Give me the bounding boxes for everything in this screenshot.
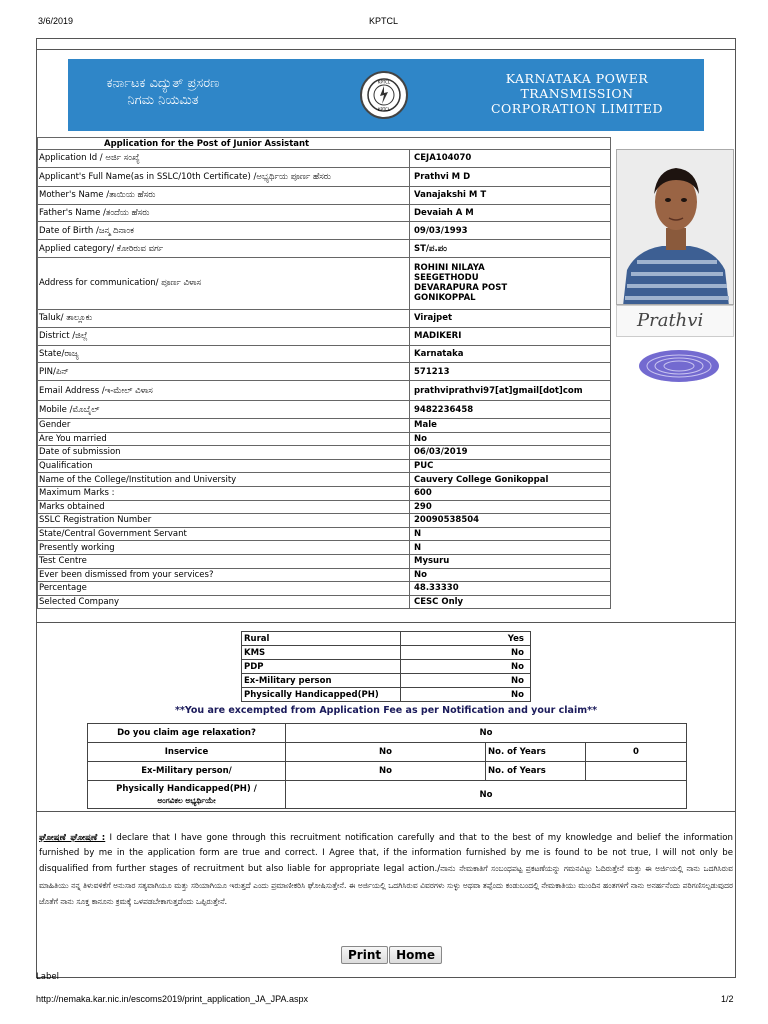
field-value: Vanajakshi M T	[410, 186, 611, 204]
field-label: Mobile /ಮೊಬೈಲ್	[38, 401, 410, 419]
claim-label: Rural	[242, 632, 401, 646]
claim-row	[242, 646, 531, 660]
field-label: Ever been dismissed from your services?	[38, 568, 410, 582]
field-label: Mother's Name /ತಾಯಿಯ ಹೆಸರು	[38, 186, 410, 204]
ph-label: Physically Handicapped(PH) / ಅಂಗವಿಕಲ ಅಭ್ಯರ್ಥಿಯೇ	[88, 781, 286, 809]
field-label: Name of the College/Institution and University	[38, 473, 410, 487]
field-row	[38, 446, 611, 460]
field-label: State/ರಾಜ್ಯ	[38, 345, 410, 363]
field-row	[38, 514, 611, 528]
field-row	[38, 240, 611, 258]
ph-value: No	[286, 781, 687, 809]
ex-military-label: Ex-Military person/	[88, 762, 286, 781]
field-label: Applied category/ ಕೋರಿರುವ ವರ್ಗ	[38, 240, 410, 258]
claim-row	[242, 674, 531, 688]
field-value: N	[410, 541, 611, 555]
field-label: Presently working	[38, 541, 410, 555]
claim-label: Ex-Military person	[242, 674, 401, 688]
field-value: No	[410, 432, 611, 446]
field-label: Father's Name /ತಂದೆಯ ಹೆಸರು	[38, 204, 410, 222]
field-value: CEJA104070	[410, 150, 611, 168]
thumb-impression	[633, 347, 725, 385]
address-line: SEEGETHODU	[414, 273, 479, 284]
field-row	[38, 257, 611, 309]
declaration	[39, 831, 733, 910]
field-label: SSLC Registration Number	[38, 514, 410, 528]
field-value: 20090538504	[410, 514, 611, 528]
svg-text:KPTCL: KPTCL	[377, 79, 391, 85]
field-row	[38, 459, 611, 473]
address-line: ROHINI NILAYA	[414, 263, 485, 274]
field-row	[38, 486, 611, 500]
field-value: MADIKERI	[410, 327, 611, 345]
field-row	[38, 150, 611, 168]
field-label: Maximum Marks :	[38, 486, 410, 500]
address-line: GONIKOPPAL	[414, 293, 476, 304]
field-value: Devaiah A M	[410, 204, 611, 222]
field-value: Cauvery College Gonikoppal	[410, 473, 611, 487]
field-row	[38, 186, 611, 204]
application-frame	[36, 38, 736, 978]
field-label: Applicant's Full Name(as in SSLC/10th Certificate) /ಅಭ್ಯರ್ಥಿಯ ಪೂರ್ಣ ಹೆಸರು	[38, 167, 410, 186]
application-details-table	[37, 137, 611, 609]
claim-row	[242, 632, 531, 646]
field-row	[38, 327, 611, 345]
field-row	[38, 418, 611, 432]
declaration-english: I declare that I have gone through this recruitment notification carefully and that to the best of my knowledge and belief the information furnished by me in the application form are true and correct. I Agree that, if the information furnished by me is found to be not true, I will not only be disqualified from further stages of recruitment but also liable for appropriate legal action./ನಾನು	[39, 833, 733, 875]
field-row	[38, 432, 611, 446]
declaration-heading: ಘೋಷಣೆ ಘೋಷಣೆ :	[39, 833, 106, 843]
field-row	[38, 554, 611, 568]
field-row	[38, 381, 611, 401]
field-row	[38, 541, 611, 555]
claim-row	[242, 688, 531, 702]
field-value: 9482236458	[410, 401, 611, 419]
claims-table	[241, 631, 531, 702]
field-row	[38, 309, 611, 327]
print-url: http://nemaka.kar.nic.in/escoms2019/print_application_JA_JPA.aspx	[36, 994, 308, 1004]
lower-divider	[37, 811, 735, 812]
exemption-note: **You are excempted from Application Fee as per Notification and your claim**	[174, 705, 598, 716]
field-label: Address for communication/ ಪೂರ್ಣ ವಿಳಾಸ	[38, 257, 410, 309]
age-relaxation-question: Do you claim age relaxation?	[88, 724, 286, 743]
print-date: 3/6/2019	[38, 16, 74, 26]
field-value: Prathvi M D	[410, 167, 611, 186]
field-row	[38, 363, 611, 381]
field-row	[38, 500, 611, 514]
claim-value: Yes	[401, 632, 531, 646]
inservice-value: No	[286, 743, 486, 762]
banner-kannada: ಕರ್ನಾಟಕ ವಿದ್ಯುತ್ ಪ್ರಸರಣ ನಿಗಮ ನಿಯಮಿತ	[106, 76, 220, 108]
field-value: N	[410, 527, 611, 541]
claim-value: No	[401, 688, 531, 702]
home-button[interactable]: Home	[389, 946, 442, 964]
field-label: Test Centre	[38, 554, 410, 568]
age-relaxation-answer: No	[286, 724, 687, 743]
print-button[interactable]: Print	[341, 946, 388, 964]
banner-english: KARNATAKA POWER TRANSMISSION CORPORATION LIMITED	[490, 71, 664, 116]
field-value: prathviprathvi97[at]gmail[dot]com	[410, 381, 611, 401]
field-row	[38, 473, 611, 487]
svg-text:KPTCL: KPTCL	[377, 107, 391, 112]
field-label: Date of Birth /ಜನ್ಮ ದಿನಾಂಕ	[38, 222, 410, 240]
field-value: Male	[410, 418, 611, 432]
claim-value: No	[401, 646, 531, 660]
field-label: PIN/ಪಿನ್	[38, 363, 410, 381]
claim-value: No	[401, 660, 531, 674]
field-value: 571213	[410, 363, 611, 381]
field-value: 600	[410, 486, 611, 500]
field-value: CESC Only	[410, 595, 611, 609]
field-value: 290	[410, 500, 611, 514]
label-text: Label	[36, 972, 59, 982]
field-label: Percentage	[38, 582, 410, 596]
field-label: Application Id / ಅರ್ಜಿ ಸಂಖ್ಯೆ	[38, 150, 410, 168]
ex-military-years-label: No. of Years	[486, 762, 586, 781]
field-value: No	[410, 568, 611, 582]
declaration-kannada: ನೇಮಕಾತಿಗೆ ಸಂಬಂಧಪಟ್ಟ ಪ್ರಕಟಣೆಯನ್ನು ಗಮನವಿಟ್ಟು ಓದಿರುತ್ತೇನೆ ಮತ್ತು ಈ ಅರ್ಜಿಯಲ್ಲಿ ನಾನು ಒದಗಿಸಿರುವ ಮಾಹಿತಿಯು ನನ್ನ ತಿಳುವಳಿಕೆಗೆ ಅನುಸಾರ ಸತ್ಯವಾಗಿಯೂ ಮತ್ತು ಸರಿಯಾಗಿಯೂ ಇರುತ್ತದೆ ಎಂದು ಪ್ರಮಾಣೀಕರಿಸಿ ಘೋಷಿಸುತ್ತೇನೆ. ಈ ಅರ್ಜಿಯಲ್ಲಿ ಒದಗಿಸಿರುವ ವಿವರಗಳು ಸುಳ್ಳು ಅಥವಾ ತಪ್ಪೆಂದು ಕಂಡುಬಂದಲ್ಲಿ ನೇಮಕಾತಿಯು ಮುಂದಿನ ಹಂತಗಳಿಗೆ ನಾನು ಅನರ್ಹನೆಂದು ಪರಿಗಣಿಸಲ್ಪಡುವುದರ ಜೊತೆಗೆ ನಾನು ಸೂಕ್ತ ಕಾನೂನು ಕ್ರಮಕ್ಕೆ ಒಳಪಡಬೇಕಾಗುತ್ತದೆಂದು ಒಪ್ಪಿರುತ್ತೇನೆ.	[39, 864, 733, 906]
field-value	[410, 257, 611, 309]
age-relaxation-table	[87, 723, 687, 809]
field-label: District /ಜಿಲ್ಲೆ	[38, 327, 410, 345]
field-value: 48.33330	[410, 582, 611, 596]
print-page-number: 1/2	[721, 994, 734, 1004]
field-label: Qualification	[38, 459, 410, 473]
claim-row	[242, 660, 531, 674]
field-label: Marks obtained	[38, 500, 410, 514]
field-row	[38, 167, 611, 186]
applicant-photo	[616, 149, 734, 305]
top-divider	[37, 49, 735, 50]
action-buttons	[341, 944, 443, 964]
kptcl-logo-icon	[360, 71, 408, 119]
field-value: Karnataka	[410, 345, 611, 363]
field-value: 06/03/2019	[410, 446, 611, 460]
application-title: Application for the Post of Junior Assistant	[38, 138, 611, 150]
field-row	[38, 568, 611, 582]
field-value: 09/03/1993	[410, 222, 611, 240]
field-row	[38, 595, 611, 609]
claim-value: No	[401, 674, 531, 688]
field-label: Are You married	[38, 432, 410, 446]
claim-label: KMS	[242, 646, 401, 660]
kptcl-banner	[68, 59, 704, 131]
field-value: PUC	[410, 459, 611, 473]
applicant-signature: Prathvi	[616, 305, 734, 337]
claim-label: Physically Handicapped(PH)	[242, 688, 401, 702]
inservice-label: Inservice	[88, 743, 286, 762]
field-value: Virajpet	[410, 309, 611, 327]
field-row	[38, 527, 611, 541]
field-row	[38, 222, 611, 240]
field-label: Taluk/ ತಾಲ್ಲೂಕು	[38, 309, 410, 327]
print-title: KPTCL	[369, 16, 399, 26]
field-label: Email Address /ಇ-ಮೇಲ್ ವಿಳಾಸ	[38, 381, 410, 401]
field-row	[38, 401, 611, 419]
field-label: Date of submission	[38, 446, 410, 460]
address-line: DEVARAPURA POST	[414, 283, 508, 294]
field-label: Gender	[38, 418, 410, 432]
ex-military-value: No	[286, 762, 486, 781]
field-value: Mysuru	[410, 554, 611, 568]
field-label: State/Central Government Servant	[38, 527, 410, 541]
field-row	[38, 204, 611, 222]
field-row	[38, 345, 611, 363]
field-row	[38, 582, 611, 596]
claim-label: PDP	[242, 660, 401, 674]
field-value: ST/ಪ.ಪಂ	[410, 240, 611, 258]
mid-divider	[37, 622, 735, 623]
field-label: Selected Company	[38, 595, 410, 609]
ex-military-years-value	[586, 762, 687, 781]
inservice-years-label: No. of Years	[486, 743, 586, 762]
inservice-years-value: 0	[586, 743, 687, 762]
